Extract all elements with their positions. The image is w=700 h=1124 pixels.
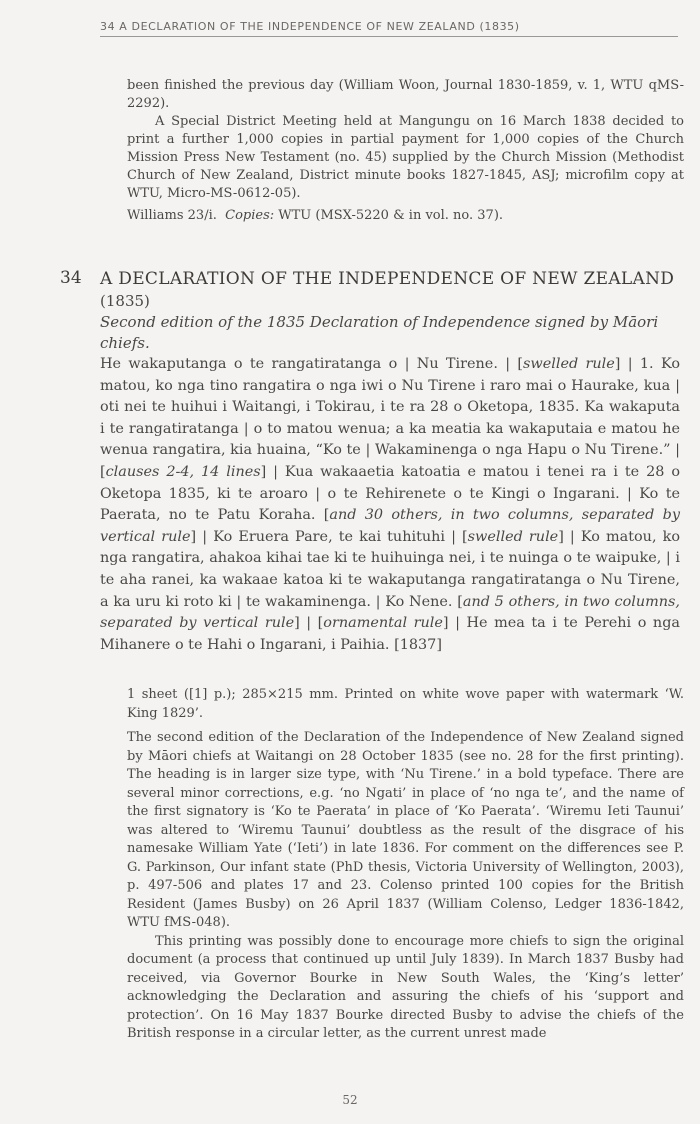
entry-number: 34 xyxy=(60,268,82,288)
transcription-part: He wakaputanga o te rangatiratanga o | Nu Tirene. | [ xyxy=(100,356,524,372)
entry-notes xyxy=(127,686,684,1044)
prev-paragraph-2: A Special District Meeting held at Mangungu on 16 March 1838 decided to print a further 1,000 copies in partial payment for 1,000 copies of the Church Mission Press New Testament (no. 45) supplied by the Church Mission (Methodist Church of New Zealand, District minute books 1827-1845, ASJ; microfilm copy at WTU, Micro-MS-0612-05). xyxy=(127,114,684,201)
transcription-part: ] | He mea ta i te Perehi o nga Mihanere o te Hahi o Ingarani, i Paihia. [1837] xyxy=(100,615,680,653)
transcription-part: ] | 1. Ko matou, ko nga tino rangatira o nga iwi o Nu Tirene i raro mai o Haurake, kua | oti nei te huihui i Waitangi, i Tokirau, i te ra 28 o Oketopa, 1835. Ka wakaputa i te rangatiratanga | o to matou wenua; a ka meatia ka wakaputaia e matou he wenua rangatira, kia huaina, “Ko te | Wakaminenga o nga Hapu o Nu Tirene.” | [ xyxy=(100,356,680,480)
running-head: 34 A DECLARATION OF THE INDEPENDENCE OF NEW ZEALAND (1835) xyxy=(100,20,678,37)
editorial-note: and 5 others, in two columns, separated by vertical rule xyxy=(100,593,680,632)
previous-entry-continuation xyxy=(127,77,684,225)
entry-transcription xyxy=(100,354,680,656)
transcription-part: ] | Ko matou, ko nga rangatira, ahakoa kihai tae ki te huihuinga nei, i te nuinga o te waipuke, | i te aha ranei, ka wakaae katoa ki te wakaputanga rangatiratanga o Nu Tirene, a ka uru ki roto ki | te wakaminenga. | Ko Nene. [ xyxy=(100,528,681,610)
entry-34 xyxy=(100,268,680,656)
prev-paragraph-3 xyxy=(127,207,684,225)
transcription-part: ] | Ko Eruera Pare, te kai tuhituhi | [ xyxy=(190,528,468,545)
prev-reference: Williams 23/i. xyxy=(127,208,217,223)
prev-paragraph-1: been finished the previous day (William Woon, Journal 1830-1859, v. 1, WTU qMS-2292). xyxy=(127,78,684,111)
transcription-part: ] | [ xyxy=(294,615,324,632)
editorial-note: swelled rule xyxy=(523,356,615,372)
entry-title: A DECLARATION OF THE INDEPENDENCE OF NEW ZEALAND xyxy=(100,269,675,289)
editorial-note: swelled rule xyxy=(467,528,559,545)
copies-label: Copies: xyxy=(225,208,275,223)
editorial-note: and 30 others, in two columns, separated by vertical rule xyxy=(100,507,680,545)
copies-holdings: WTU (MSX-5220 & in vol. no. 37). xyxy=(278,208,504,223)
notes-paragraph-1: The second edition of the Declaration of the Independence of New Zealand signed by Māori chiefs at Waitangi on 28 October 1835 (see no. 28 for the first printing). The heading is in larger size type, with ‘Nu Tirene.’ in a bold typeface. There are several minor corrections, e.g. ‘no Ngati’ in place of ‘no nga te’, and the name of the first signatory is ‘Ko te Paerata’ in place of ‘Ko Paerata’. ‘Wiremu Ieti Taunui’ was altered to ‘Wiremu Taunui’ doubtless as the result of the disgrace of his namesake William Yate (‘Ieti’) in late 1836. For comment on the differences see P. G. Parkinson, Our infant state (PhD thesis, Victoria University of Wellington, 2003), p. 497-506 and plates 17 and 23. Colenso printed 100 copies for the British Resident (James Busby) on 26 April 1837 (William Colenso, Ledger 1836-1842, WTU fMS-048). xyxy=(127,730,684,930)
page-number: 52 xyxy=(342,1093,358,1107)
entry-subtitle: Second edition of the 1835 Declaration of Independence signed by Māori chiefs. xyxy=(100,313,659,352)
editorial-note: clauses 2-4, 14 lines xyxy=(105,463,261,480)
editorial-note: ornamental rule xyxy=(323,615,443,632)
entry-date: (1835) xyxy=(100,292,150,310)
transcription-part: ] | Kua wakaaetia katoatia e matou i tenei ra i te 28 o Oketopa 1835, ki te aroaro | o te Rehirenete o te Kingi o Ingarani. | Ko te Paerata, no te Patu Koraha. [ xyxy=(100,463,680,524)
notes-paragraph-2: This printing was possibly done to encourage more chiefs to sign the original document (a process that continued up until July 1839). In March 1837 Busby had received, via Governor Bourke in New South Wales, the ‘King’s letter’ acknowledging the Declaration and assuring the chiefs of his ‘support and protection’. On 16 May 1837 Bourke directed Busby to advise the chiefs of the British response in a circular letter, as the current unrest made xyxy=(127,933,684,1041)
collation: 1 sheet ([1] p.); 285×215 mm. Printed on white wove paper with watermark ‘W. King 1829’. xyxy=(127,687,684,721)
